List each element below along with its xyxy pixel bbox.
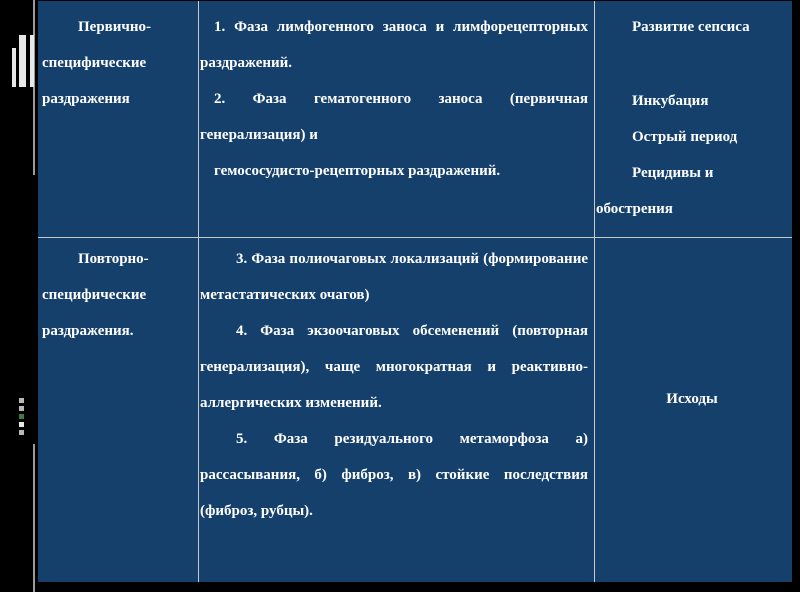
bottom-strip: [0, 592, 800, 600]
decor-square: [19, 406, 24, 411]
table-cell-stage: [42, 9, 194, 117]
table-cell-outcomes: [596, 9, 788, 227]
table-cell-stage: [42, 241, 194, 349]
decor-line-top: [33, 0, 35, 175]
phase-text: 2. Фаза гематогенного заноса (первичная генерализация) и: [200, 91, 588, 143]
phase-text: 5. Фаза резидуального метаморфоза а) рассасывания, б) фиброз, в) стойкие последствия (фиброз, рубцы).: [200, 431, 588, 519]
outcome-text: Рецидивы и обострения: [596, 165, 714, 217]
phase-text: гемососудисто-рецепторных раздражений.: [214, 163, 501, 179]
outcome-text: Развитие сепсиса: [632, 19, 750, 35]
stage-text: Повторно-специфические раздражения.: [42, 251, 149, 339]
outcome-text: Инкубация: [632, 93, 709, 109]
table-cell-phases: [200, 241, 588, 529]
decor-square: [19, 414, 24, 419]
decor-bar: [19, 35, 26, 87]
outcome-text: Острый период: [632, 129, 738, 145]
phase-text: 4. Фаза экзоочаговых обсеменений (повторная генерализация), чаще многократная и реактивно-аллергических изменений.: [200, 323, 588, 411]
table-cell-phases: [200, 9, 588, 189]
phase-text: 3. Фаза полиочаговых локализаций (формирование метастатических очагов): [200, 251, 588, 303]
outcome-text: Исходы: [666, 391, 718, 407]
decor-bar: [30, 35, 34, 87]
decor-bar: [12, 48, 16, 87]
phase-text: 1. Фаза лимфогенного заноса и лимфорецепторных раздражений.: [200, 19, 588, 71]
row-divider: [38, 237, 792, 238]
phases-table: [38, 1, 792, 582]
column-divider: [198, 1, 199, 582]
stage-text: Первично-специфические раздражения: [42, 19, 152, 107]
column-divider: [594, 1, 595, 582]
decor-line-bottom: [33, 444, 35, 594]
table-cell-outcome: [596, 381, 788, 417]
left-decoration: [0, 0, 40, 600]
decor-square: [19, 398, 24, 403]
decor-square: [19, 422, 24, 427]
decor-square: [19, 430, 24, 435]
